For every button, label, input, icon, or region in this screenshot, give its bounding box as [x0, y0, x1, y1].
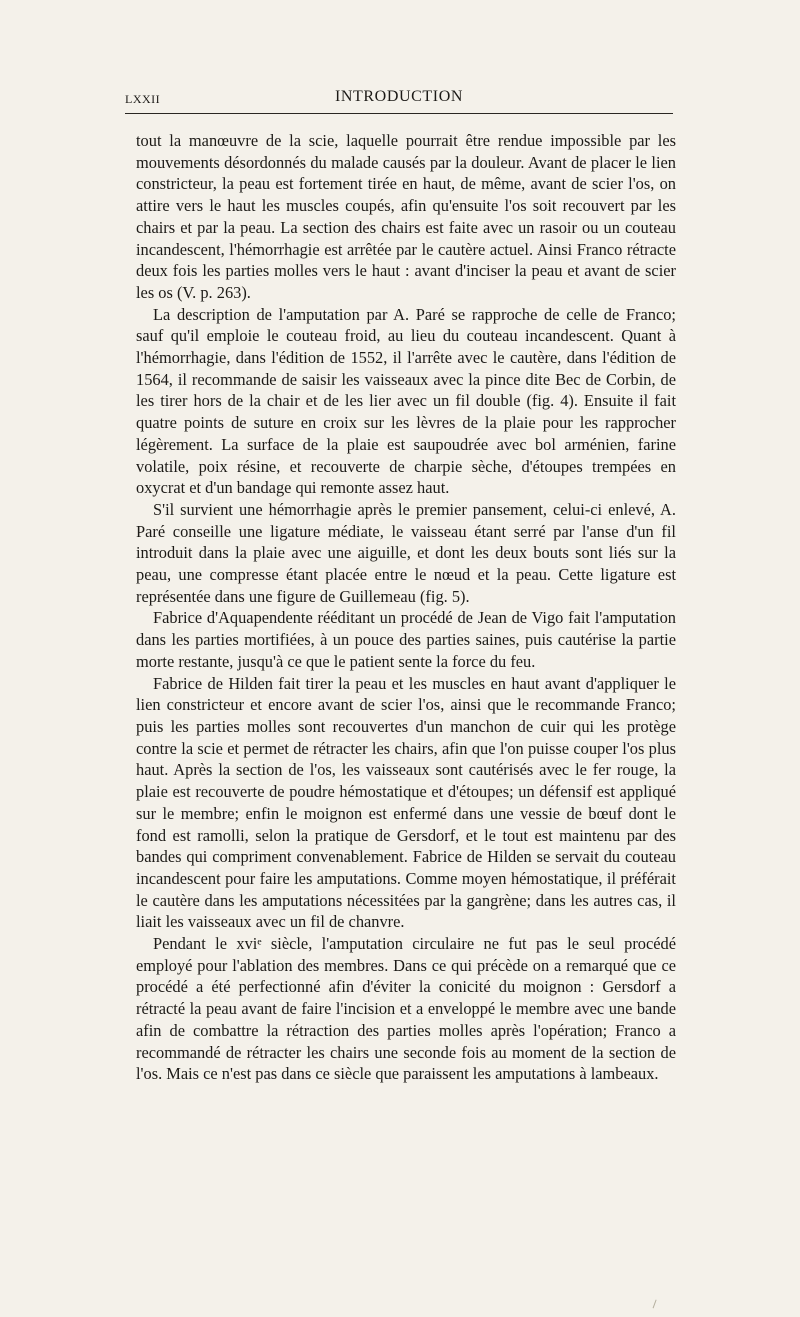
paragraph: Fabrice de Hilden fait tirer la peau et les muscles en haut avant d'appliquer le lien constricteur et encore avant de scier l'os, ainsi que le recommande Franco; puis les parties molles sont recouvertes d'un manchon de cuir qui les protège contre la scie et permet de rétracter les chairs, afin que l'on puisse couper l'os plus haut. Après la section de l'os, les vaisseaux sont cautérisés avec le fer rouge, la plaie est recouverte de poudre hémostatique et d'étoupes; un défensif est appliqué sur le membre; enfin le moignon est enfermé dans une vessie de bœuf dont le fond est ramolli, selon la pratique de Gersdorf, et le tout est maintenu par des bandes qui compriment convenablement. Fabrice de Hilden se servait du couteau incandescent pour faire les amputations. Comme moyen hémostatique, il préférait le cautère dans les amputations nécessitées par la gangrène; dans les autres cas, il liait les vaisseaux avec un fil de chanvre. [136, 673, 676, 932]
running-title: INTRODUCTION [334, 88, 464, 105]
paragraph: S'il survient une hémorrhagie après le premier pansement, celui-ci enlevé, A. Paré conseille une ligature médiate, le vaisseau étant serré par l'anse d'un fil introduit dans la plaie avec une aiguille, et dont les deux bouts sont liés sur la peau, une compresse étant placée entre le nœud et la peau. Cette ligature est représentée dans une figure de Guillemeau (fig. 5). [136, 499, 676, 606]
paper-speck [653, 1300, 660, 1310]
body-text [136, 130, 676, 1085]
paragraph: Pendant le xviᵉ siècle, l'amputation circulaire ne fut pas le seul procédé employé pour l'ablation des membres. Dans ce qui précède on a remarqué que ce procédé a été perfectionné afin d'éviter la conicité du moignon : Gersdorf a rétracté la peau avant de faire l'incision et a enveloppé le membre avec une bande afin de combattre la rétraction des parties molles après l'opération; Franco a recommandé de rétracter les chairs une seconde fois au moment de la section de l'os. Mais ce n'est pas dans ce siècle que paraissent les amputations à lambeaux. [136, 934, 676, 1084]
page-number: LXXII [125, 92, 161, 106]
paragraph: La description de l'amputation par A. Paré se rapproche de celle de Franco; sauf qu'il emploie le couteau froid, au lieu du couteau incandescent. Quant à l'hémorrhagie, dans l'édition de 1552, il l'arrête avec le cautère, dans l'édition de 1564, il recommande de saisir les vaisseaux avec la pince dite Bec de Corbin, de les tirer hors de la chair et de les lier avec un fil double (fig. 4). Ensuite il fait quatre points de suture en croix sur les lèvres de la plaie pour les rapprocher légèrement. La surface de la plaie est saupoudrée avec bol arménien, farine volatile, poix résine, et recouverte de charpie sèche, d'étoupes trempées en oxycrat et d'un bandage qui remonte assez haut. [136, 304, 676, 498]
page-header [125, 88, 673, 114]
header-rule [125, 113, 673, 114]
paragraph: Fabrice d'Aquapendente rééditant un procédé de Jean de Vigo fait l'amputation dans les parties mortifiées, à un pouce des parties saines, puis cautérise la partie morte restante, jusqu'à ce que le patient sente la force du feu. [136, 608, 676, 671]
paragraph: tout la manœuvre de la scie, laquelle pourrait être rendue impossible par les mouvements désordonnés du malade causés par la douleur. Avant de placer le lien constricteur, la peau est fortement tirée en haut, de même, avant de scier l'os, on attire vers le haut les muscles coupés, afin qu'ensuite l'os soit recouvert par les chairs et par la peau. La section des chairs est faite avec un rasoir ou un couteau incandescent, l'hémorrhagie est arrêtée par le cautère actuel. Ainsi Franco rétracte deux fois les parties molles vers le haut : avant d'inciser la peau et avant de scier les os (V. p. 263). [136, 131, 676, 302]
